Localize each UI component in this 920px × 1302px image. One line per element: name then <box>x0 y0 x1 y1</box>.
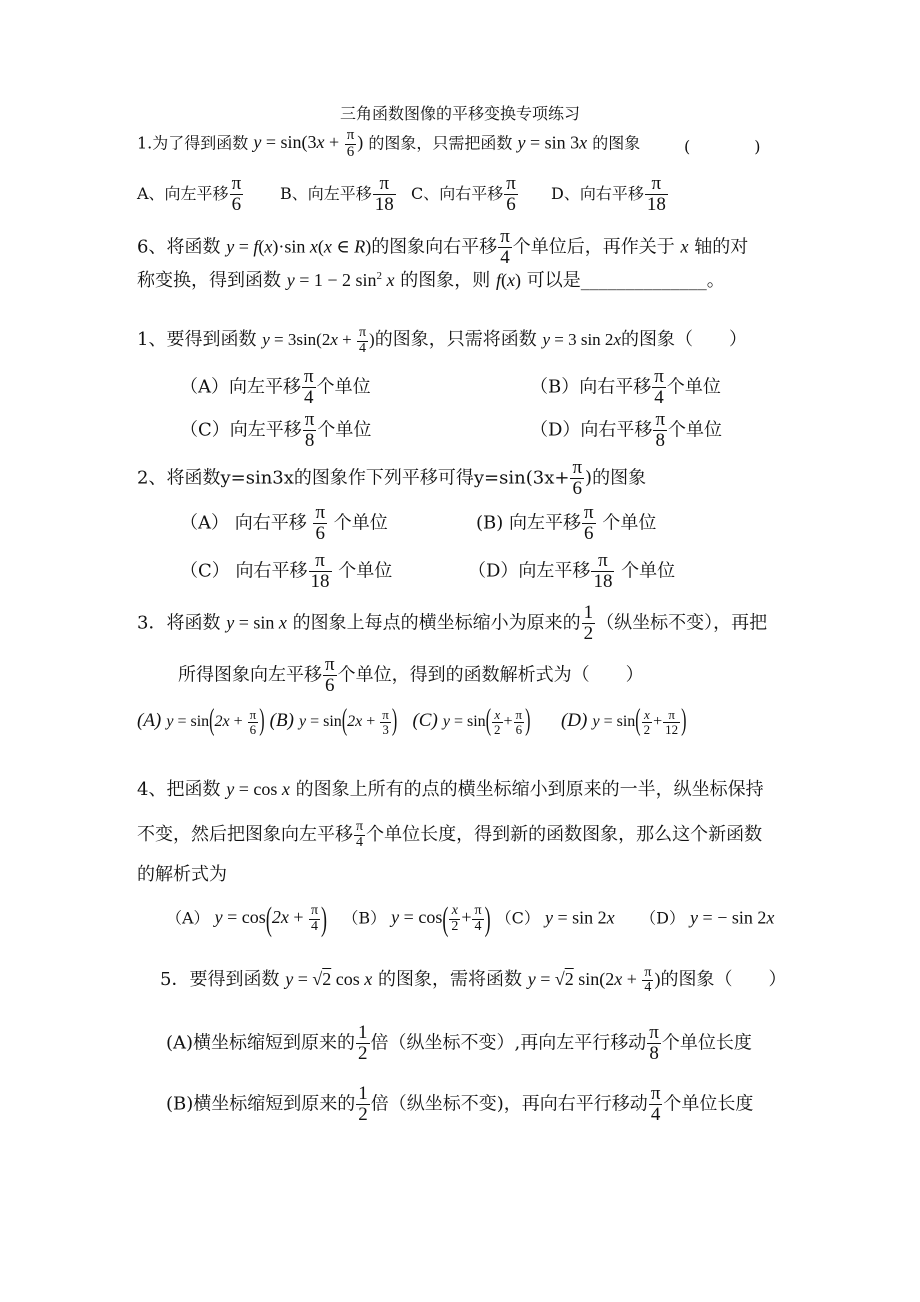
q4-option-c-formula: y = sin 2x <box>545 907 615 928</box>
q6-text6: 的图象，则 <box>400 270 491 291</box>
q3-option-d-formula: y = sin( $\frac{x}{2}$ + $\frac{\pi}{12}$ ) <box>592 705 687 738</box>
q1a-formula1: y = sin(3x + $\frac{\pi}{6}$ ) <box>253 127 364 160</box>
q1b-option-a-unit: 个单位 <box>316 376 371 398</box>
q4-text4: 个单位长度，得到新的函数图象，那么这个新函数 <box>366 824 763 846</box>
q6-end: 。 <box>706 270 725 291</box>
q2-option-a-label: （A） 向右平移 <box>180 512 307 534</box>
q1a-option-d-den: 18 <box>646 193 666 215</box>
q4-option-c-label: （C） <box>495 908 540 928</box>
q1b-text2: 的图象，只需将函数 <box>374 329 537 350</box>
q1a-option-c-den: 6 <box>506 193 516 215</box>
question-3-line2: 所得图象向左平移 $\frac{\pi}{6}$ 个单位，得到的函数解析式为（ ） <box>178 654 644 696</box>
q3-number: 3． <box>137 612 167 634</box>
q6-text3: 个单位后，再作关于 <box>512 236 675 258</box>
q5-text1: 要得到函数 <box>189 969 280 990</box>
q2-option-a-den: 6 <box>315 522 326 544</box>
q5-option-a-text2: 倍（纵坐标不变）,再向左平行移动 <box>370 1032 647 1054</box>
q2-option-d-unit: 个单位 <box>621 560 676 582</box>
q3-text3: （纵坐标不变），再把 <box>596 612 768 634</box>
q1a-option-c <box>411 174 519 215</box>
q1a-option-c-num: π <box>506 173 516 194</box>
question-1b <box>137 325 747 356</box>
question-6-line1: 6、将函数 y = f(x)·sin x(x ∈ R)的图象向右平移 $\frac{\pi}{4}$ 个单位后，再作关于 x 轴的对 <box>137 226 749 268</box>
q1b-option-c-unit: 个单位 <box>317 419 372 441</box>
q1a-option-b-den: 18 <box>374 193 394 215</box>
q3-text5: 个单位，得到的函数解析式为（ ） <box>337 664 644 686</box>
q6-x-axis: x <box>680 236 689 257</box>
q4-option-b-formula: y = cos( $\frac{x}{2}$ + $\frac{\pi}{4}$ ) <box>391 899 491 938</box>
q2-option-d-den: 18 <box>593 570 613 592</box>
q2-option-a: （A） 向右平移 $\frac{\pi}{6}$ 个单位 <box>180 502 388 544</box>
q2-option-b: (B) 向左平移 $\frac{\pi}{6}$ 个单位 <box>476 502 657 544</box>
q6-number: 6、 <box>137 236 167 258</box>
q3-option-b-label: (B) <box>269 709 294 731</box>
q6-text2: 的图象向右平移 <box>371 236 498 258</box>
q4-text2: 的图象上所有的点的横坐标缩小到原来的一半，纵坐标保持 <box>295 779 764 800</box>
q6-text5: 称变换，得到函数 <box>137 270 281 291</box>
q4-text5: 的解析式为 <box>137 864 227 885</box>
q1a-option-a <box>137 174 244 215</box>
q3-option-a-formula: y = sin(2x + $\frac{\pi}{6}$ ) <box>166 705 265 738</box>
q1b-option-c: （C）向左平移 $\frac{\pi}{8}$ 个单位 <box>180 409 372 451</box>
q1a-option-b <box>280 174 397 215</box>
q1b-option-b-label: （B）向右平移 <box>530 376 652 398</box>
q2-option-c-label: （C） 向右平移 <box>180 560 308 582</box>
q1b-option-d: （D）向右平移 $\frac{\pi}{8}$ 个单位 <box>530 409 723 451</box>
q3-text2: 的图象上每点的横坐标缩小为原来的 <box>292 612 581 634</box>
q3-option-b-formula: y = sin(2x + $\frac{\pi}{3}$ ) <box>299 705 398 738</box>
q1b-option-b-unit: 个单位 <box>666 376 721 398</box>
q1a-option-a-den: 6 <box>231 193 242 215</box>
question-1a <box>137 128 640 161</box>
q2-text1: 将函数y=sin3x的图象作下列平移可得y=sin(3x+ <box>166 467 570 489</box>
q4-option-b-label: （B） <box>342 908 387 928</box>
q1b-option-d-label: （D）向右平移 <box>530 419 653 441</box>
q1a-option-d-num: π <box>645 174 668 195</box>
question-4-line3 <box>137 860 227 886</box>
q5-option-a: (A)横坐标缩短到原来的 $\frac{1}{2}$ 倍（纵坐标不变）,再向左平行移动 $\frac{\pi}{8}$ 个单位长度 <box>166 1022 752 1064</box>
q1b-option-d-den: 8 <box>655 429 665 451</box>
q1b-option-a: （A）向左平移 $\frac{\pi}{4}$ 个单位 <box>180 366 371 408</box>
q2-option-b-label: (B) 向左平移 <box>476 512 581 534</box>
q1a-option-b-label: B、向左平移 <box>280 183 372 203</box>
q4-formula1: y = cos x <box>226 779 290 799</box>
q3-option-c-formula: y = sin( $\frac{x}{2}$ + $\frac{\pi}{6}$ ) <box>442 705 531 738</box>
q4-options <box>166 899 775 938</box>
q5-option-b-text3: 个单位长度 <box>663 1093 754 1115</box>
q4-text1: 把函数 <box>166 779 221 800</box>
q3-option-d-label: (D) <box>560 709 588 731</box>
q1a-answer-paren: ( ) <box>684 137 761 156</box>
q5-option-b: (B)横坐标缩短到原来的 $\frac{1}{2}$ 倍（纵坐标不变)，再向右平行移动 $\frac{\pi}{4}$ 个单位长度 <box>166 1083 754 1125</box>
q5-text3: 的图象（ ） <box>660 969 787 990</box>
question-6-line2 <box>137 266 725 292</box>
q1b-text3: 的图象（ ） <box>620 329 747 350</box>
q3-option-c-label: (C) <box>412 709 438 731</box>
q5-option-b-text1: (B)横坐标缩短到原来的 <box>166 1093 356 1115</box>
q5-formula1: y = √2 cos x <box>285 969 373 989</box>
q1a-option-c-label: C、向右平移 <box>411 183 504 203</box>
q6-blank: ______________ <box>580 270 707 291</box>
q4-option-a-formula: y = cos(2x + $\frac{\pi}{4}$ ) <box>214 899 328 938</box>
q3-text4: 所得图象向左平移 <box>178 664 322 686</box>
q1a-option-b-num: π <box>373 174 396 195</box>
q2-option-a-unit: 个单位 <box>333 512 388 534</box>
q1a-text2: 的图象，只需把函数 <box>368 133 513 153</box>
q1b-option-d-unit: 个单位 <box>668 419 723 441</box>
q6-text1: 将函数 <box>166 236 221 258</box>
q1b-option-a-den: 4 <box>304 386 314 408</box>
q1a-option-d-label: D、向右平移 <box>551 183 644 203</box>
q5-option-a-text3: 个单位长度 <box>661 1032 752 1054</box>
q2-option-c-den: 18 <box>310 570 330 592</box>
q1a-text1: 为了得到函数 <box>152 133 249 153</box>
q1b-number: 1、 <box>137 329 167 350</box>
q4-option-d-label: （D） <box>640 908 685 928</box>
question-4-line2: 不变，然后把图象向左平移 $\frac{\pi}{4}$ 个单位长度，得到新的函数图象，那么这个新函数 <box>137 819 763 850</box>
q5-option-b-text2: 倍（纵坐标不变)，再向右平行移动 <box>370 1093 648 1115</box>
q2-option-c: （C） 向右平移 $\frac{\pi}{18}$ 个单位 <box>180 550 393 592</box>
q5-formula2: y = √2 sin(2x + $\frac{\pi}{4}$ ) <box>527 964 661 996</box>
q3-formula1: y = sin x <box>226 612 287 633</box>
q2-option-c-unit: 个单位 <box>338 560 393 582</box>
question-3-line1: 3．将函数 y = sin x 的图象上每点的横坐标缩小为原来的 $\frac{1}{2}$ （纵坐标不变），再把 <box>137 602 768 644</box>
q1b-option-b-den: 4 <box>654 386 664 408</box>
q6-fx: f(x) <box>496 270 522 290</box>
q5-number: 5． <box>160 969 190 990</box>
q4-number: 4、 <box>137 779 167 800</box>
q1a-formula2: y = sin 3x <box>517 132 588 153</box>
q2-option-b-den: 6 <box>584 522 594 544</box>
q1a-number: 1. <box>137 133 153 153</box>
q5-text2: 的图象，需将函数 <box>377 969 522 990</box>
q6-text7: 可以是 <box>526 270 581 291</box>
q3-option-a-label: (A) <box>137 709 162 731</box>
q4-option-a-label: （A） <box>166 908 210 928</box>
q2-text2: )的图象 <box>585 467 647 489</box>
q2-option-d-label: （D）向左平移 <box>468 560 591 582</box>
q1a-option-a-num: π <box>231 173 242 194</box>
q2-option-d: （D）向左平移 $\frac{\pi}{18}$ 个单位 <box>468 550 676 592</box>
q1a-text3: 的图象 <box>592 133 641 153</box>
q2-option-b-unit: 个单位 <box>602 512 657 534</box>
question-5 <box>160 965 786 996</box>
q1a-option-d <box>551 174 669 215</box>
q5-option-a-text1: (A)横坐标缩短到原来的 <box>166 1032 356 1054</box>
q1b-formula1: y = 3sin(2x + $\frac{\pi}{4}$ ) <box>262 324 375 356</box>
page-title: 三角函数图像的平移变换专项练习 <box>340 104 581 123</box>
question-4-line1 <box>137 775 764 801</box>
q6-text4: 轴的对 <box>694 236 749 258</box>
q3-text1: 将函数 <box>166 612 221 634</box>
q1b-text1: 要得到函数 <box>166 329 257 350</box>
q1b-option-c-label: （C）向左平移 <box>180 419 302 441</box>
q4-option-d-formula: y = − sin 2x <box>690 907 775 928</box>
q2-number: 2、 <box>137 467 167 489</box>
q4-text3: 不变，然后把图象向左平移 <box>137 824 353 846</box>
q1b-formula2: y = 3 sin 2x <box>542 330 621 349</box>
q6-formula1: y = f(x)·sin x(x ∈ R) <box>226 236 372 257</box>
q6-formula2: y = 1 − 2 $\sin^2 x$ <box>286 270 395 290</box>
q1a-option-a-label: A、向左平移 <box>137 183 229 203</box>
q3-options <box>137 705 687 738</box>
q1b-option-b: （B）向右平移 $\frac{\pi}{4}$ 个单位 <box>530 366 721 408</box>
q1b-option-c-den: 8 <box>304 429 315 451</box>
q1b-option-a-label: （A）向左平移 <box>180 376 301 398</box>
question-2: 2、将函数y=sin3x的图象作下列平移可得y=sin(3x+ $\frac{\pi}{6}$ )的图象 <box>137 457 647 499</box>
